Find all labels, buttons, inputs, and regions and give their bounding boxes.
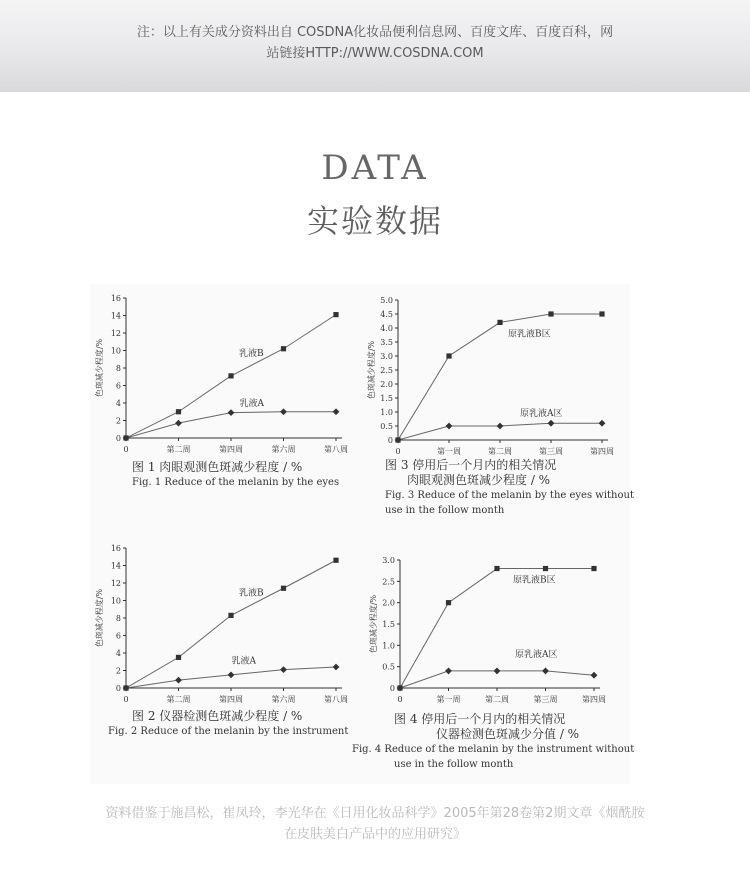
x-tick-label: 第四周 bbox=[582, 695, 606, 704]
data-point-diamond bbox=[175, 677, 182, 684]
y-tick-label: 1.5 bbox=[380, 394, 393, 403]
y-tick-label: 2 bbox=[115, 416, 121, 426]
chart-fig3 bbox=[360, 284, 630, 484]
data-point-diamond bbox=[175, 420, 182, 427]
y-tick-label: 16 bbox=[110, 544, 121, 553]
data-point-square bbox=[591, 566, 596, 571]
fig2-caption bbox=[108, 709, 348, 739]
chart-fig1 bbox=[90, 284, 360, 484]
data-point-square bbox=[228, 373, 233, 378]
y-tick-label: 0.5 bbox=[380, 422, 393, 431]
y-tick-label: 4.0 bbox=[380, 324, 393, 333]
series-label: 原乳液B区 bbox=[513, 575, 556, 586]
y-tick-label: 0 bbox=[115, 434, 121, 443]
data-point-diamond bbox=[280, 666, 287, 673]
data-point-square bbox=[176, 655, 181, 660]
data-point-square bbox=[497, 320, 502, 325]
y-tick-label: 14 bbox=[110, 311, 121, 321]
y-tick-label: 1.0 bbox=[380, 408, 393, 417]
y-tick-label: 0 bbox=[387, 436, 393, 445]
x-tick-label: 0 bbox=[123, 695, 129, 704]
data-point-square bbox=[333, 558, 338, 563]
footer-source: 资料借鉴于施昌松，崔凤玲，李光华在《日用化妆品科学》2005年第28卷第2期文章《烟酰胺在皮肤美白产品中的应用研究》 bbox=[105, 806, 645, 842]
section-subtitle: 实验数据 bbox=[306, 202, 443, 240]
y-tick-label: 10 bbox=[110, 596, 121, 606]
y-tick-label: 0 bbox=[389, 684, 395, 693]
y-tick-label: 3.0 bbox=[380, 352, 393, 361]
fig4-caption-cn2: 仪器检测色斑减少分值 / % bbox=[436, 727, 580, 741]
x-tick-label: 第二周 bbox=[488, 447, 512, 456]
fig3-caption-cn2: 肉眼观测色斑减少程度 / % bbox=[407, 473, 551, 487]
series-label: 原乳液B区 bbox=[508, 329, 551, 340]
section-title: DATA bbox=[321, 148, 429, 188]
source-note: 注：以上有关成分资料出自 COSDNA化妆品便利信息网、百度文库、百度百科，网站链接HTTP://WWW.COSDNA.COM bbox=[136, 25, 614, 61]
x-tick-label: 第六周 bbox=[271, 695, 296, 704]
y-tick-label: 3.0 bbox=[382, 556, 395, 565]
x-tick-label: 第二周 bbox=[166, 445, 191, 454]
y-tick-label: 14 bbox=[110, 561, 121, 571]
fig2-caption-cn: 图 2 仪器检测色斑减少程度 / % bbox=[132, 709, 303, 723]
x-tick-label: 第八周 bbox=[324, 445, 348, 454]
y-tick-label: 16 bbox=[110, 294, 121, 303]
chart-fig2 bbox=[90, 534, 360, 734]
x-tick-label: 第一周 bbox=[437, 447, 461, 456]
x-tick-label: 0 bbox=[123, 445, 129, 454]
y-axis-label: 色斑减少程度/% bbox=[95, 338, 104, 398]
y-axis-label: 色斑减少程度/% bbox=[369, 594, 378, 654]
data-point-diamond bbox=[591, 672, 598, 679]
chart-fig4 bbox=[360, 544, 630, 714]
fig1-caption-cn: 图 1 肉眼观测色斑减少程度 / % bbox=[132, 460, 303, 474]
data-point-square bbox=[333, 312, 338, 317]
fig3-caption-en: Fig. 3 Reduce of the melanin by the eyes without bbox=[385, 490, 634, 501]
y-axis-label: 色斑减少程度/% bbox=[367, 340, 376, 400]
x-tick-label: 第六周 bbox=[271, 445, 296, 454]
x-tick-label: 第三周 bbox=[533, 695, 558, 704]
x-tick-label: 第四周 bbox=[219, 695, 243, 704]
series-label: 原乳液A区 bbox=[520, 409, 563, 419]
data-point-square bbox=[599, 311, 604, 316]
x-tick-label: 第二周 bbox=[485, 695, 509, 704]
y-tick-label: 2.0 bbox=[382, 598, 395, 608]
series-line bbox=[398, 314, 602, 440]
data-point-square bbox=[281, 586, 286, 591]
data-point-diamond bbox=[446, 423, 453, 430]
y-tick-label: 4 bbox=[115, 649, 121, 658]
fig4-caption-cn: 图 4 停用后一个月内的相关情况 bbox=[394, 712, 566, 726]
data-point-diamond bbox=[548, 420, 555, 427]
fig3-caption-en2: use in the follow month bbox=[385, 505, 505, 516]
fig3-caption-cn: 图 3 停用后一个月内的相关情况 bbox=[385, 458, 557, 472]
series-label: 乳液B bbox=[239, 348, 264, 359]
x-tick-label: 第四周 bbox=[219, 445, 243, 454]
x-tick-label: 0 bbox=[397, 695, 403, 704]
fig4-caption-en2: use in the follow month bbox=[394, 759, 514, 770]
series-label: 乳液B bbox=[239, 588, 264, 599]
data-point-diamond bbox=[280, 408, 287, 415]
fig1-caption bbox=[132, 460, 339, 490]
x-tick-label: 第一周 bbox=[436, 695, 461, 704]
y-axis-label: 色斑减少程度/% bbox=[95, 588, 104, 648]
data-point-diamond bbox=[445, 668, 452, 675]
fig4-caption-en: Fig. 4 Reduce of the melanin by the instrument without bbox=[352, 744, 635, 755]
x-tick-label: 第四周 bbox=[590, 447, 614, 456]
x-tick-label: 0 bbox=[395, 447, 401, 456]
data-point-square bbox=[446, 353, 451, 358]
y-tick-label: 5.0 bbox=[380, 296, 393, 305]
y-tick-label: 4.5 bbox=[380, 310, 393, 319]
y-tick-label: 10 bbox=[110, 346, 121, 356]
y-tick-label: 1.5 bbox=[382, 620, 395, 629]
x-tick-label: 第二周 bbox=[166, 695, 191, 704]
series-label: 乳液A bbox=[239, 398, 264, 409]
data-point-square bbox=[543, 566, 548, 571]
data-point-diamond bbox=[494, 668, 501, 675]
figure-panel bbox=[90, 284, 635, 784]
y-tick-label: 1.0 bbox=[382, 641, 395, 651]
data-point-square bbox=[548, 311, 553, 316]
data-point-square bbox=[494, 566, 499, 571]
data-point-diamond bbox=[228, 409, 235, 416]
series-label: 乳液A bbox=[231, 656, 256, 667]
series-label: 原乳液A区 bbox=[515, 649, 558, 660]
y-tick-label: 0 bbox=[115, 684, 121, 693]
y-tick-label: 12 bbox=[110, 579, 121, 588]
y-tick-label: 6 bbox=[115, 631, 121, 641]
y-tick-label: 12 bbox=[110, 329, 121, 338]
data-point-diamond bbox=[228, 671, 235, 678]
data-point-diamond bbox=[542, 668, 549, 675]
y-tick-label: 3.5 bbox=[380, 338, 393, 347]
y-tick-label: 2 bbox=[115, 666, 121, 676]
data-point-square bbox=[281, 346, 286, 351]
fig3-caption bbox=[385, 458, 634, 518]
fig2-caption-en: Fig. 2 Reduce of the melanin by the instrument bbox=[108, 726, 349, 737]
y-tick-label: 8 bbox=[115, 364, 121, 373]
data-point-diamond bbox=[333, 408, 340, 415]
fig4-caption bbox=[352, 712, 634, 772]
y-tick-label: 0.5 bbox=[382, 662, 395, 672]
y-tick-label: 8 bbox=[115, 614, 121, 623]
data-point-square bbox=[446, 600, 451, 605]
top-banner bbox=[0, 0, 750, 92]
fig1-caption-en: Fig. 1 Reduce of the melanin by the eyes bbox=[132, 477, 340, 488]
y-tick-label: 2.0 bbox=[380, 380, 393, 389]
y-tick-label: 2.5 bbox=[380, 366, 393, 375]
data-point-diamond bbox=[599, 420, 606, 427]
y-tick-label: 2.5 bbox=[382, 577, 395, 587]
x-tick-label: 第三周 bbox=[539, 447, 563, 456]
data-point-square bbox=[176, 409, 181, 414]
data-point-diamond bbox=[333, 664, 340, 671]
data-point-square bbox=[228, 613, 233, 618]
x-tick-label: 第八周 bbox=[324, 695, 348, 704]
y-tick-label: 6 bbox=[115, 381, 121, 391]
y-tick-label: 4 bbox=[115, 399, 121, 408]
data-point-diamond bbox=[497, 423, 504, 430]
